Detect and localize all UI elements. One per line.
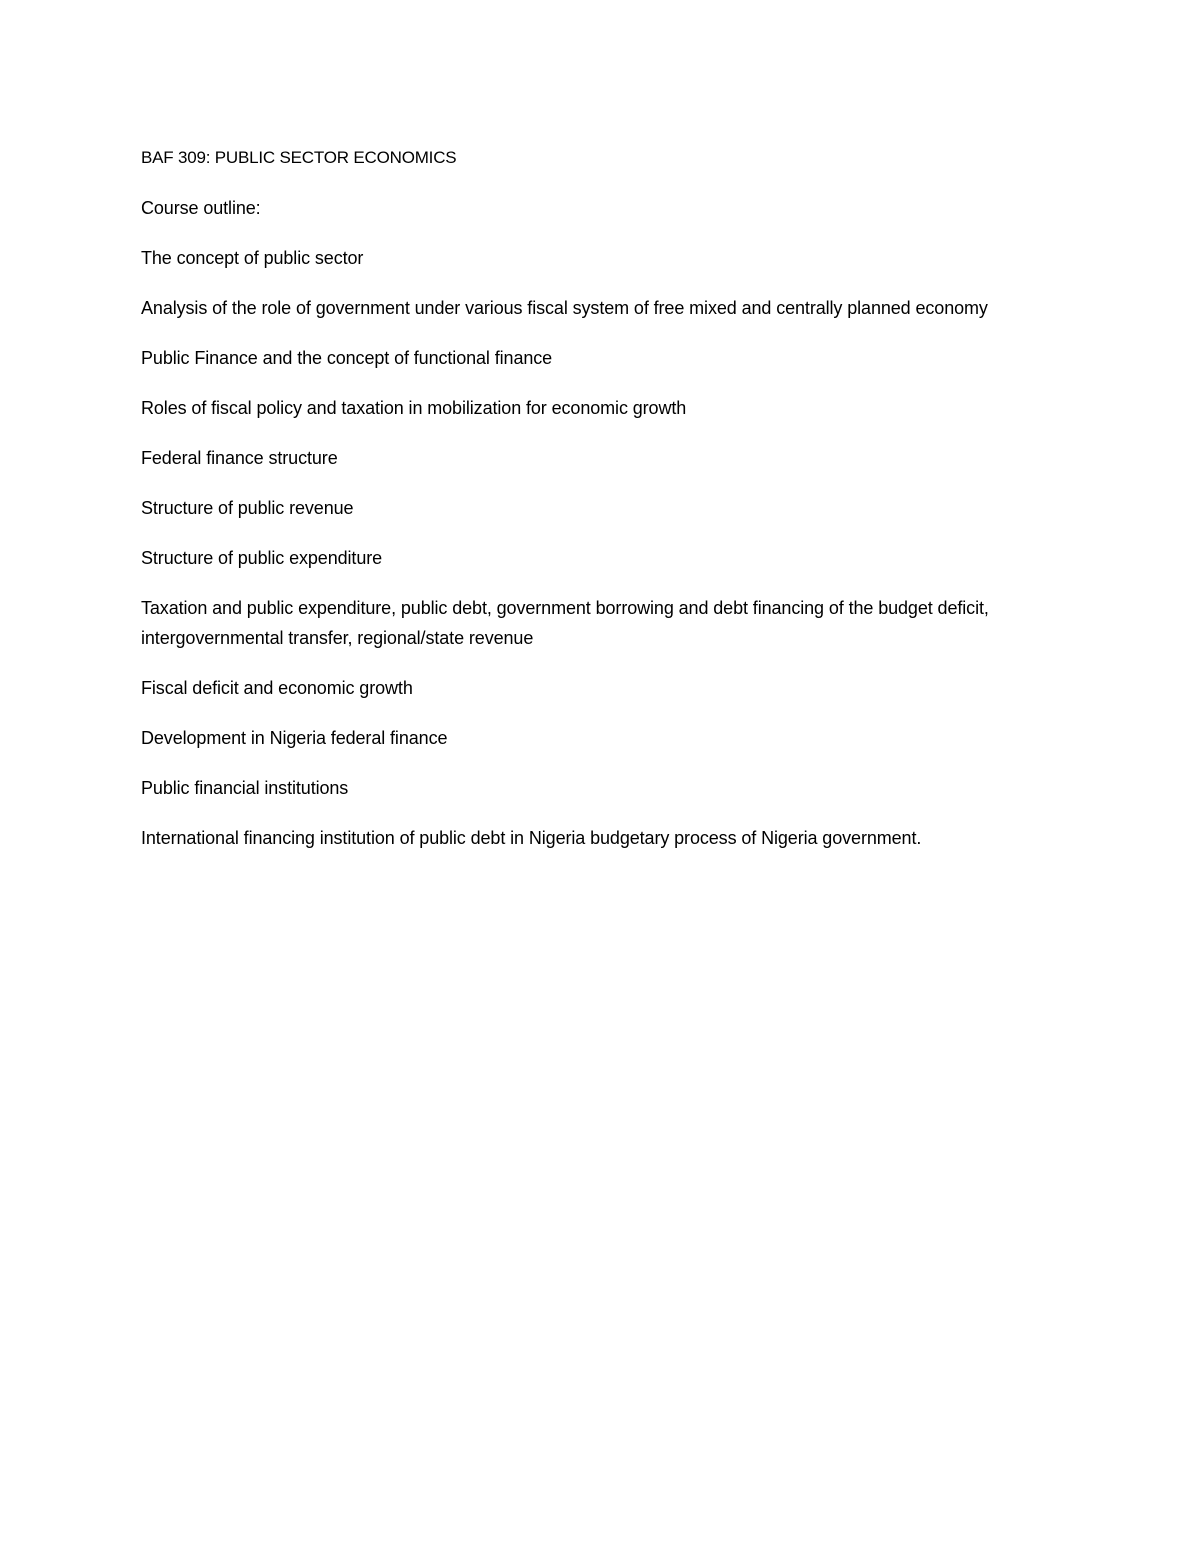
outline-item: Public financial institutions [141,778,349,798]
outline-item: The concept of public sector [141,248,364,268]
document-content [141,143,1061,873]
outline-item: Development in Nigeria federal finance [141,728,448,748]
document-title: BAF 309: PUBLIC SECTOR ECONOMICS [141,148,457,167]
outline-item: Taxation and public expenditure, public debt, government borrowing and debt financing of the budget deficit, intergovernmental transfer, regional/state revenue [141,598,989,648]
outline-item: Federal finance structure [141,448,338,468]
outline-item: Structure of public revenue [141,498,354,518]
outline-item: Structure of public expenditure [141,548,383,568]
outline-item: Analysis of the role of government under various fiscal system of free mixed and centrally planned economy [141,298,988,318]
outline-item: Roles of fiscal policy and taxation in mobilization for economic growth [141,398,687,418]
outline-item: Fiscal deficit and economic growth [141,678,413,698]
outline-item: Public Finance and the concept of functional finance [141,348,553,368]
outline-item: International financing institution of public debt in Nigeria budgetary process of Nigeria government. [141,828,922,848]
course-outline-heading: Course outline: [141,198,261,218]
